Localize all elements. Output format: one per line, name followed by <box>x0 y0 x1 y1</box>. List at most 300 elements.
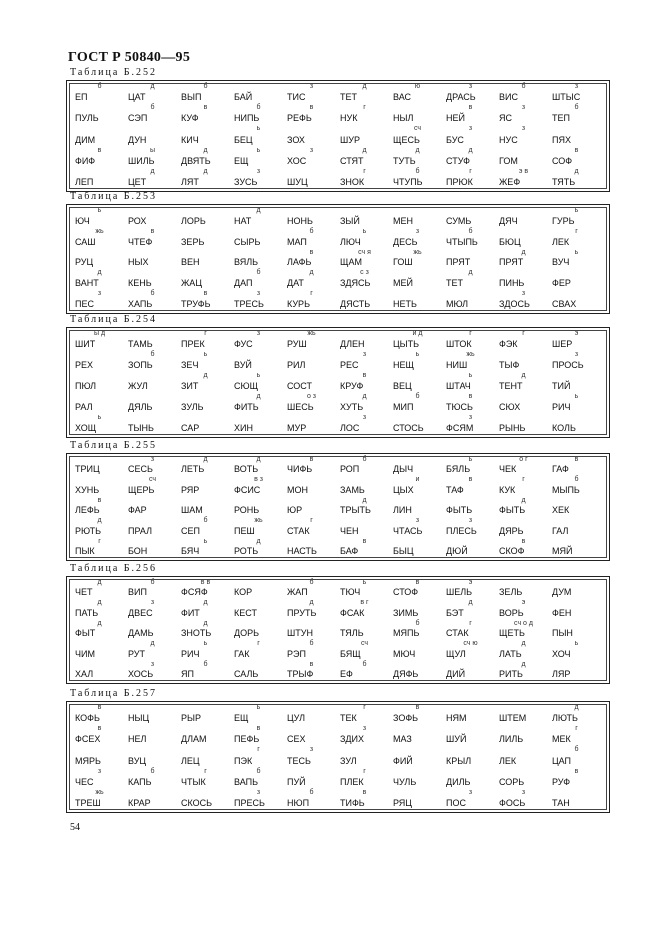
diacritic-mark: жь <box>95 788 104 796</box>
word: ФИТЬ <box>234 402 259 412</box>
diacritic-mark: сч <box>413 125 422 133</box>
word: НЕЛ <box>128 734 147 745</box>
word-cell <box>444 228 497 249</box>
word-cell <box>497 393 550 414</box>
diacritic-mark: з <box>415 517 420 525</box>
word: ФИЙ <box>393 755 413 766</box>
word: БЫЦ <box>393 545 414 556</box>
word-cell <box>73 620 126 640</box>
diacritic-mark: д <box>574 167 579 175</box>
word: ПЕШ <box>234 525 255 536</box>
word: ПЫН <box>552 628 573 639</box>
word: ФСАК <box>340 607 365 618</box>
diacritic-mark: в <box>574 146 579 154</box>
word-cell <box>126 104 179 125</box>
word-cell <box>444 476 497 496</box>
word-cell <box>179 147 232 168</box>
word: РОТЬ <box>234 545 259 556</box>
table-caption: Таблица Б.255 <box>70 440 158 451</box>
word-cell <box>232 456 285 476</box>
word-cell <box>126 228 179 249</box>
diacritic-mark: в <box>309 104 314 112</box>
word: ЗУЛЬ <box>181 402 204 412</box>
word: ПЛЕК <box>340 776 364 787</box>
diacritic-mark: д <box>362 393 367 400</box>
diacritic-mark: г <box>363 167 366 175</box>
word-cell <box>391 746 444 767</box>
diacritic-mark: г <box>363 767 366 775</box>
diacritic-mark: г <box>98 537 101 545</box>
word-cell <box>550 104 603 125</box>
diacritic-mark: г <box>204 330 207 337</box>
word-cell <box>73 351 126 372</box>
word-cell <box>126 476 179 496</box>
word: НЫХ <box>128 257 149 268</box>
word: БУС <box>446 134 464 145</box>
word-cell <box>497 456 550 476</box>
word-cell <box>126 83 179 104</box>
word: НЯМ <box>446 713 467 724</box>
diacritic-mark: и <box>415 476 420 484</box>
word-cell <box>391 497 444 517</box>
diacritic-mark: з <box>468 83 473 90</box>
diacritic-mark: б <box>256 269 261 277</box>
diacritic-mark: б <box>150 579 155 586</box>
diacritic-mark: б <box>203 660 208 668</box>
word-cell <box>338 147 391 168</box>
diacritic-mark: в <box>468 476 473 484</box>
word-grid <box>73 330 603 435</box>
word: ЗДОСЬ <box>499 298 530 309</box>
word-cell <box>391 476 444 496</box>
word-cell <box>232 476 285 496</box>
word-cell <box>497 414 550 435</box>
word: МЯЙ <box>552 545 573 556</box>
word-cell <box>285 497 338 517</box>
word-cell <box>391 456 444 476</box>
word: СОСТ <box>287 381 313 391</box>
diacritic-mark: з <box>521 125 526 133</box>
word-table <box>66 453 610 561</box>
diacritic-mark: ь <box>256 146 261 154</box>
word: ТРУФЬ <box>181 298 211 309</box>
diacritic-mark: э в <box>518 167 529 175</box>
diacritic-mark: сч <box>360 640 369 648</box>
word-cell <box>444 497 497 517</box>
word-cell <box>73 147 126 168</box>
diacritic-mark: б <box>415 619 420 627</box>
word-cell <box>126 497 179 517</box>
word-cell <box>391 517 444 537</box>
word: СЕП <box>181 525 200 536</box>
word-cell <box>73 789 126 810</box>
word: ХАПЬ <box>128 298 153 309</box>
diacritic-mark: г <box>522 476 525 484</box>
word-cell <box>497 290 550 311</box>
word: ЛЯТ <box>181 177 199 187</box>
diacritic-mark: д <box>309 269 314 277</box>
word-cell <box>232 579 285 599</box>
word-cell <box>126 393 179 414</box>
word-cell <box>232 704 285 725</box>
diacritic-mark: ы <box>149 146 156 154</box>
word-cell <box>497 768 550 789</box>
word: ХОСЬ <box>128 668 154 679</box>
word: ЧТАСЬ <box>393 525 423 536</box>
word-cell <box>73 414 126 435</box>
word: ТЕП <box>552 113 570 124</box>
word: ДАМЬ <box>128 628 154 639</box>
word: ЗЕЛЬ <box>499 587 523 598</box>
word: ЗНОК <box>340 177 365 187</box>
word: ДВЕС <box>128 607 153 618</box>
diacritic-mark: ь <box>362 227 367 235</box>
word-cell <box>285 476 338 496</box>
diacritic-mark: з <box>574 83 579 90</box>
diacritic-mark: в <box>150 227 155 235</box>
word-cell <box>179 351 232 372</box>
word-cell <box>497 269 550 290</box>
word-cell <box>285 104 338 125</box>
diacritic-mark: в <box>97 725 102 733</box>
word-cell <box>444 207 497 228</box>
word: СЫРЬ <box>234 236 261 247</box>
word-cell <box>550 620 603 640</box>
diacritic-mark: д <box>97 599 102 607</box>
word: ХЕК <box>552 505 570 516</box>
diacritic-mark: в <box>203 290 208 298</box>
diacritic-mark: сч я <box>358 248 371 256</box>
diacritic-mark: в <box>97 146 102 154</box>
word: ЗОПЬ <box>128 360 153 370</box>
word: ШТАЧ <box>446 381 471 391</box>
word: ЛИЛЬ <box>499 734 524 745</box>
word-cell <box>285 372 338 393</box>
diacritic-mark: з <box>150 456 155 463</box>
diacritic-mark: г <box>469 330 472 337</box>
word-cell <box>338 207 391 228</box>
word: ЕП <box>75 92 88 103</box>
word: ЖАП <box>287 587 308 598</box>
word-cell <box>179 620 232 640</box>
word: ПЭК <box>234 755 253 766</box>
word-cell <box>285 640 338 660</box>
word: САШ <box>75 236 96 247</box>
word: ТЮЧ <box>340 587 361 598</box>
diacritic-mark: в <box>574 767 579 775</box>
word-cell <box>497 330 550 351</box>
word-cell <box>338 228 391 249</box>
word-cell <box>550 372 603 393</box>
word-cell <box>126 599 179 619</box>
diacritic-mark: з <box>468 125 473 133</box>
word: ТИЙ <box>552 381 571 391</box>
word: ЕЩ <box>234 155 249 166</box>
word-cell <box>444 517 497 537</box>
diacritic-mark: г <box>469 619 472 627</box>
diacritic-mark: з <box>362 351 367 358</box>
word: ЗНОТЬ <box>181 628 212 639</box>
word-cell <box>550 456 603 476</box>
word-cell <box>497 620 550 640</box>
word: НЕЩ <box>393 360 414 370</box>
word-cell <box>285 746 338 767</box>
word-cell <box>444 290 497 311</box>
word: ПАТЬ <box>75 607 99 618</box>
word: НЮП <box>287 798 310 808</box>
word: ЩАМ <box>340 257 362 268</box>
diacritic-mark: з <box>362 725 367 733</box>
diacritic-mark: в <box>362 537 367 545</box>
word: МЕН <box>393 215 413 226</box>
diacritic-mark: д <box>574 704 579 711</box>
word-cell <box>338 330 391 351</box>
word: РОХ <box>128 215 147 226</box>
word: ЗИМЬ <box>393 607 419 618</box>
word: ЧТУПЬ <box>393 177 423 187</box>
word-cell <box>73 746 126 767</box>
word: ПРЕК <box>181 339 205 349</box>
word-cell <box>285 725 338 746</box>
diacritic-mark: д <box>521 640 526 648</box>
word: НИШ <box>446 360 468 370</box>
word-cell <box>444 725 497 746</box>
word-cell <box>232 725 285 746</box>
diacritic-mark: в <box>468 393 473 400</box>
word-cell <box>550 476 603 496</box>
diacritic-mark: д <box>468 599 473 607</box>
word: ГУРЬ <box>552 215 575 226</box>
word: ФАР <box>128 505 147 516</box>
diacritic-mark: о г <box>519 456 528 463</box>
word-cell <box>391 147 444 168</box>
word-cell <box>497 228 550 249</box>
word-cell <box>550 228 603 249</box>
diacritic-mark: в <box>521 537 526 545</box>
word-cell <box>73 125 126 146</box>
word: МАП <box>287 236 307 247</box>
word: ЗИТ <box>181 381 199 391</box>
word: СТОСЬ <box>393 423 424 433</box>
word-cell <box>550 768 603 789</box>
word: ЛАФЬ <box>287 257 312 268</box>
word-cell <box>338 538 391 558</box>
word-cell <box>285 456 338 476</box>
word: ХАЛ <box>75 668 94 679</box>
word: ЖЕФ <box>499 177 521 187</box>
diacritic-mark: ь <box>97 207 102 214</box>
word: РИЧ <box>552 402 571 412</box>
word: СОФ <box>552 155 573 166</box>
word-cell <box>232 768 285 789</box>
word-cell <box>497 125 550 146</box>
diacritic-mark: б <box>574 104 579 112</box>
word: ЗЕРЬ <box>181 236 205 247</box>
word: ЧЕК <box>499 464 517 475</box>
diacritic-mark: в <box>362 372 367 379</box>
word: КЕСТ <box>234 607 257 618</box>
word-cell <box>285 393 338 414</box>
diacritic-mark: з <box>256 290 261 298</box>
word: ФСЕХ <box>75 734 101 745</box>
word: МИП <box>393 402 414 412</box>
diacritic-mark: з <box>468 517 473 525</box>
word: МЫПЬ <box>552 484 580 495</box>
word: КОФЬ <box>75 713 100 724</box>
word: ДЯРЬ <box>499 525 524 536</box>
word: ПРЮК <box>446 177 473 187</box>
word: РИЛ <box>287 360 306 370</box>
diacritic-mark: д <box>97 579 102 586</box>
word: ВАНТ <box>75 278 99 289</box>
word: САЛЬ <box>234 668 259 679</box>
word: ЗАМЬ <box>340 484 365 495</box>
word: ЩУЛ <box>446 648 466 659</box>
word-cell <box>391 579 444 599</box>
diacritic-mark: з <box>521 104 526 112</box>
diacritic-mark: д <box>256 456 261 463</box>
word: ЧЕС <box>75 776 94 787</box>
word-cell <box>391 290 444 311</box>
word: МЮЧ <box>393 648 416 659</box>
word: НЕЙ <box>446 113 465 124</box>
word: ХИН <box>234 423 253 433</box>
diacritic-mark: ы д <box>93 330 106 337</box>
word-cell <box>179 372 232 393</box>
word-cell <box>550 83 603 104</box>
diacritic-mark: б <box>415 393 420 400</box>
diacritic-mark: з <box>150 660 155 668</box>
word: ЗОФЬ <box>393 713 419 724</box>
word-cell <box>73 661 126 681</box>
word: ШУЦ <box>287 177 308 187</box>
word: МЮЛ <box>446 298 469 309</box>
word: КИЧ <box>181 134 199 145</box>
word-cell <box>444 789 497 810</box>
diacritic-mark: д <box>97 619 102 627</box>
word: ТЕНТ <box>499 381 523 391</box>
word: ГАФ <box>552 464 569 475</box>
diacritic-mark: ь <box>468 372 473 379</box>
word-cell <box>179 476 232 496</box>
diacritic-mark: б <box>256 767 261 775</box>
word-cell <box>550 249 603 270</box>
word-cell <box>73 456 126 476</box>
diacritic-mark: д <box>468 269 473 277</box>
diacritic-mark: б <box>256 104 261 112</box>
word: ЛОРЬ <box>181 215 206 226</box>
word-cell <box>126 372 179 393</box>
word: ВЕН <box>181 257 200 268</box>
word-cell <box>550 207 603 228</box>
word-cell <box>232 269 285 290</box>
word: ФЕР <box>552 278 571 289</box>
diacritic-mark: д <box>309 599 314 607</box>
word-cell <box>232 168 285 189</box>
word-cell <box>232 249 285 270</box>
word: ДОРЬ <box>234 628 260 639</box>
table-caption: Таблица Б.253 <box>70 191 158 202</box>
word-cell <box>444 579 497 599</box>
diacritic-mark: э <box>468 579 473 586</box>
word: СТАК <box>287 525 310 536</box>
diacritic-mark: ь <box>468 456 473 463</box>
diacritic-mark: ь <box>362 579 367 586</box>
word-cell <box>444 125 497 146</box>
diacritic-mark: г <box>204 767 207 775</box>
diacritic-mark: б <box>574 476 579 484</box>
word-cell <box>550 579 603 599</box>
word-cell <box>179 269 232 290</box>
word: ФИТ <box>181 607 200 618</box>
word-cell <box>179 746 232 767</box>
diacritic-mark: г <box>257 640 260 648</box>
word: НОНЬ <box>287 215 313 226</box>
word: ЮР <box>287 505 303 516</box>
word-table <box>66 204 610 314</box>
word: ЯС <box>499 113 512 124</box>
word-cell <box>126 207 179 228</box>
word: БАЙ <box>234 92 253 103</box>
word: ДЮЙ <box>446 545 468 556</box>
word: ДЯФЬ <box>393 668 419 679</box>
diacritic-mark: д <box>521 496 526 504</box>
word-cell <box>73 599 126 619</box>
word: ЧЕН <box>340 525 359 536</box>
word-cell <box>285 579 338 599</box>
word: ФСИС <box>234 484 261 495</box>
diacritic-mark: д <box>256 537 261 545</box>
word: ТРИЦ <box>75 464 100 475</box>
diacritic-mark: б <box>574 746 579 754</box>
diacritic-mark: г <box>310 517 313 525</box>
word: РУШ <box>287 339 307 349</box>
word: НУС <box>499 134 518 145</box>
word-cell <box>285 704 338 725</box>
word-cell <box>338 789 391 810</box>
word-cell <box>391 207 444 228</box>
word: ПРЕСЬ <box>234 798 265 808</box>
diacritic-mark: з <box>309 746 314 754</box>
word-cell <box>444 661 497 681</box>
word: СТОФ <box>393 587 419 598</box>
word-cell <box>179 290 232 311</box>
word: ЧТЫК <box>181 776 206 787</box>
word: ТУТЬ <box>393 155 416 166</box>
diacritic-mark: з <box>309 83 314 90</box>
word: ХОЩ <box>75 423 97 433</box>
diacritic-mark: жь <box>307 330 316 337</box>
word-cell <box>285 228 338 249</box>
word-cell <box>73 517 126 537</box>
word-cell <box>73 372 126 393</box>
diacritic-mark: г <box>575 227 578 235</box>
diacritic-mark: д <box>150 83 155 90</box>
word: РЯР <box>181 484 200 495</box>
word-cell <box>550 497 603 517</box>
word-cell <box>550 147 603 168</box>
word: ЛЕЦ <box>181 755 200 766</box>
word: ЛИН <box>393 505 412 516</box>
diacritic-mark: з <box>97 290 102 298</box>
word: ФЭК <box>499 339 518 349</box>
word-cell <box>338 497 391 517</box>
word-cell <box>126 704 179 725</box>
word-cell <box>497 538 550 558</box>
diacritic-mark: з <box>521 290 526 298</box>
word-cell <box>73 207 126 228</box>
diacritic-mark: в в <box>200 579 211 586</box>
